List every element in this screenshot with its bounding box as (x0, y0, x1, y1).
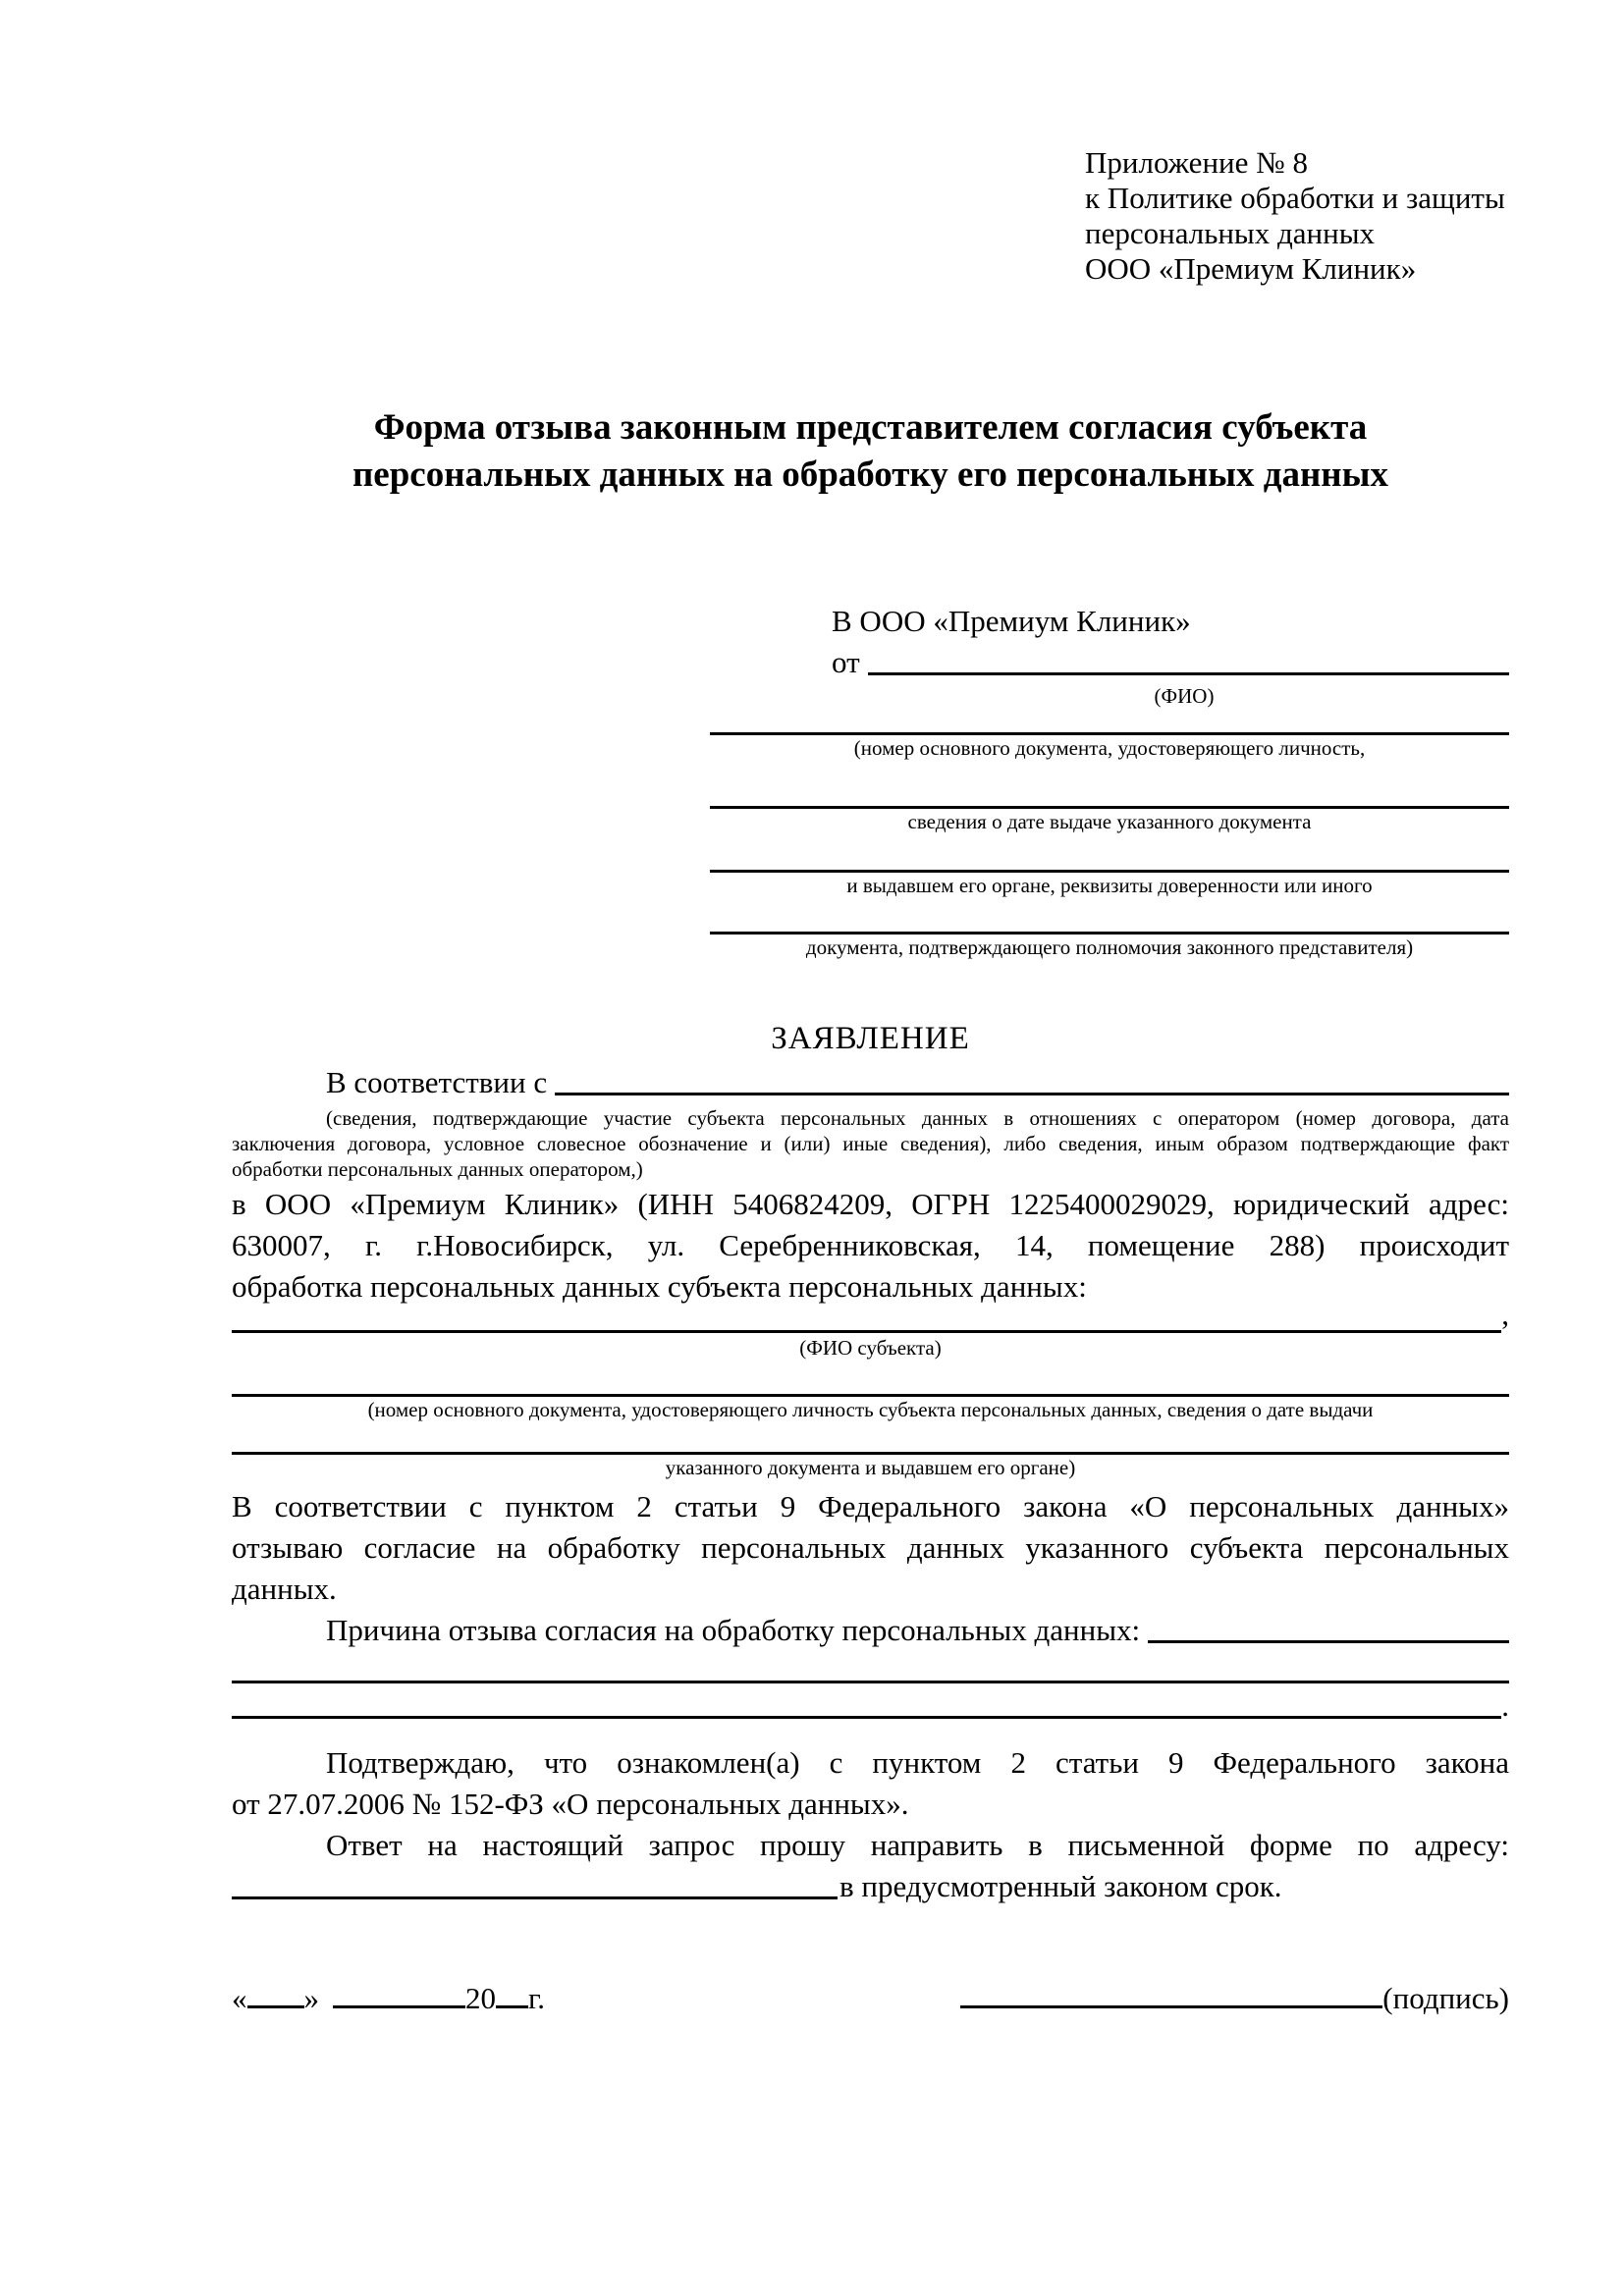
answer-address-blank-line[interactable] (232, 1896, 838, 1899)
withdraw-paragraph-line: данных. (232, 1572, 337, 1606)
representative-name-blank-line[interactable] (868, 672, 1509, 675)
date-year-blank[interactable] (496, 1980, 528, 2008)
subject-fio-caption: (ФИО субъекта) (799, 1336, 942, 1360)
operator-paragraph (232, 1184, 1509, 1308)
operator-paragraph-line: в ООО «Премиум Клиник» (ИНН 5406824209, ОГРН 1225400029029, юридический адрес: (232, 1187, 1509, 1221)
footer-row (232, 1978, 1509, 2019)
doc-caption: и выдавшем его органе, реквизиты доверенности или иного (846, 874, 1373, 897)
reason-row (232, 1610, 1509, 1651)
document-title-line: персональных данных на обработку его персональных данных (352, 454, 1388, 495)
statement-section (232, 1017, 1509, 2019)
doc-caption: (номер основного документа, удостоверяющего личность, (853, 736, 1366, 760)
subject-doc-caption: указанного документа и выдавшем его органе) (665, 1456, 1076, 1479)
reason-label: Причина отзыва согласия на обработку персональных данных: (326, 1613, 1141, 1647)
withdraw-paragraph-line: отзываю согласие на обработку персональных данных указанного субъекта персональных (232, 1530, 1509, 1565)
subject-fio-row (232, 1297, 1509, 1335)
signature-field (960, 1978, 1509, 2019)
reason-blank-line[interactable] (1148, 1640, 1509, 1643)
addressee-from-label: от (832, 645, 860, 679)
confirm-paragraph-line: Подтверждаю, что ознакомлен(а) с пунктом 2 статьи 9 Федерального закона (326, 1745, 1509, 1780)
subject-doc-blank-line[interactable] (232, 1362, 1509, 1397)
reason-blank-line-3[interactable] (232, 1716, 1501, 1719)
reason-row-3 (232, 1683, 1509, 1727)
representative-authority-doc-blank-line[interactable] (710, 898, 1509, 934)
appendix-block (1085, 145, 1556, 287)
representative-doc-issue-date-blank-line[interactable] (710, 761, 1509, 809)
signature-blank-line[interactable] (960, 1980, 1382, 2008)
date-close-quote: » (303, 1981, 319, 2015)
addressee-to: В ООО «Премиум Клиник» (832, 604, 1191, 638)
appendix-line: Приложение № 8 (1085, 145, 1308, 180)
doc-caption: документа, подтверждающего полномочия законного представителя) (805, 935, 1414, 959)
date-day-blank[interactable] (247, 1980, 304, 2008)
basis-caption-line: заключения договора, условное словесное обозначение и (или) иные сведения), либо сведения, иным образом подтверждающие факт (232, 1132, 1509, 1155)
date-field (232, 1978, 545, 2019)
withdraw-paragraph (232, 1486, 1509, 1610)
basis-caption-line: обработки персональных данных оператором,) (232, 1157, 643, 1181)
statement-heading: ЗАЯВЛЕНИЕ (771, 1021, 970, 1056)
date-month-blank[interactable] (333, 1980, 465, 2008)
document-title-line: Форма отзыва законным представителем согласия субъекта (373, 407, 1368, 448)
fio-caption: (ФИО) (1154, 684, 1215, 708)
date-year-prefix: 20 (465, 1981, 496, 2015)
withdraw-paragraph-line: В соответствии с пунктом 2 статьи 9 Федерального закона «О персональных данных» (232, 1489, 1509, 1523)
reason-period: . (1501, 1688, 1509, 1723)
basis-caption (232, 1105, 1509, 1182)
signature-caption: (подпись) (1382, 1981, 1509, 2015)
basis-label: В соответствии с (326, 1065, 548, 1099)
subject-fio-blank-line[interactable] (232, 1330, 1501, 1333)
doc-caption: сведения о дате выдаче указанного документа (907, 810, 1312, 833)
operator-paragraph-line: обработка персональных данных субъекта персональных данных: (232, 1269, 1087, 1304)
subject-fio-comma: , (1501, 1297, 1509, 1331)
confirm-paragraph (232, 1742, 1509, 1825)
addressee-block (710, 601, 1509, 960)
date-year-suffix: г. (528, 1981, 545, 2015)
appendix-line: персональных данных (1085, 216, 1376, 250)
answer-address-row (232, 1866, 1509, 1907)
appendix-line: к Политике обработки и защиты (1085, 181, 1505, 215)
appendix-line: ООО «Премиум Клиник» (1085, 251, 1417, 286)
basis-caption-line: (сведения, подтверждающие участие субъекта персональных данных в отношениях с оператором (номер договора, дата (326, 1106, 1509, 1130)
answer-tail-text: в предусмотренный законом срок. (839, 1869, 1282, 1903)
document-title (232, 404, 1509, 499)
date-open-quote: « (232, 1981, 247, 2015)
addressee-from-row (832, 642, 1509, 683)
representative-doc-number-blank-line[interactable] (710, 709, 1509, 735)
subject-doc-caption: (номер основного документа, удостоверяющего личность субъекта персональных данных, сведения о дате выдачи (367, 1398, 1374, 1421)
basis-row (232, 1062, 1509, 1103)
representative-doc-issuer-blank-line[interactable] (710, 834, 1509, 873)
basis-blank-line[interactable] (555, 1093, 1509, 1095)
operator-paragraph-line: 630007, г. г.Новосибирск, ул. Серебренниковская, 14, помещение 288) происходит (232, 1228, 1509, 1262)
confirm-paragraph-line: от 27.07.2006 № 152-ФЗ «О персональных данных». (232, 1787, 909, 1821)
answer-paragraph-line: Ответ на настоящий запрос прошу направить в письменной форме по адресу: (326, 1828, 1509, 1862)
subject-doc-issuer-blank-line[interactable] (232, 1422, 1509, 1455)
